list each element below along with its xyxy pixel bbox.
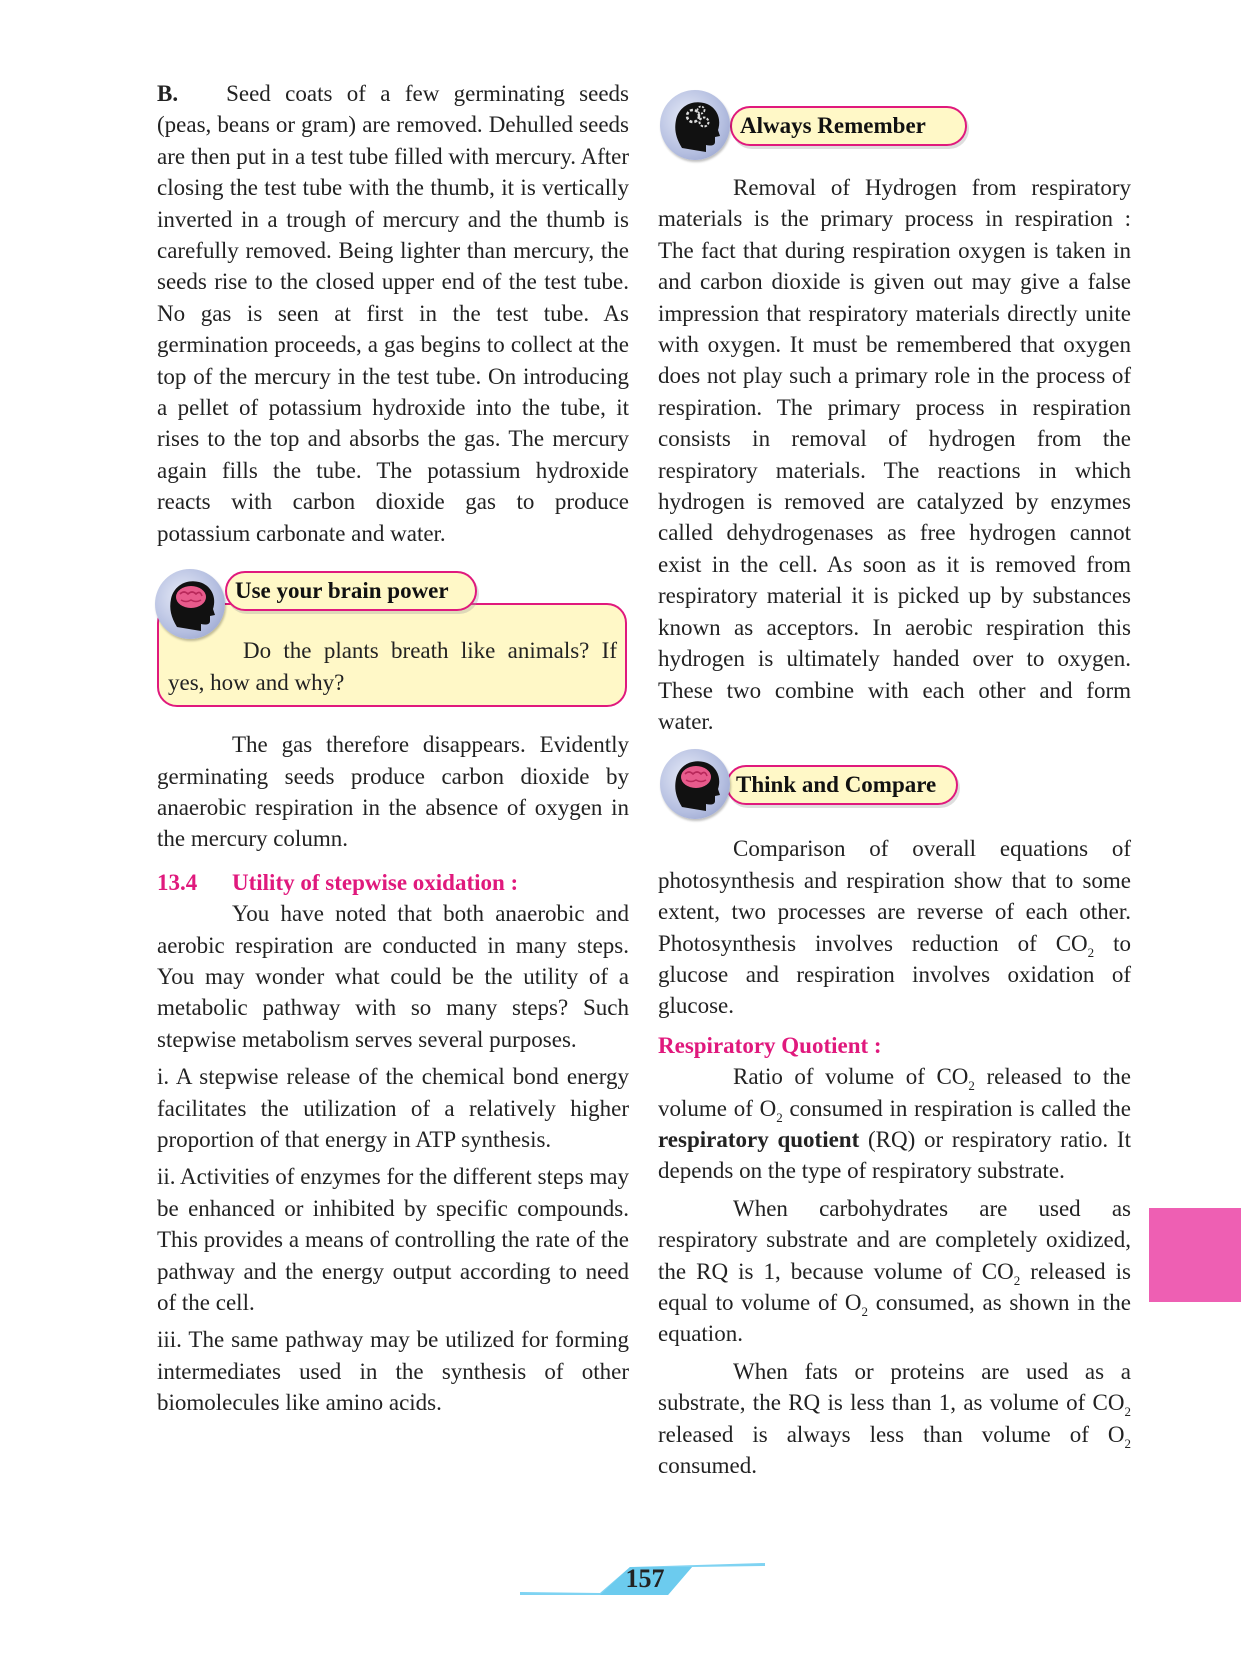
brain-head-icon <box>155 569 225 639</box>
chapter-tab <box>1149 1208 1241 1302</box>
brain-power-title: Use your brain power <box>225 571 477 611</box>
section-number: 13.4 <box>157 869 198 895</box>
brain-power-box <box>157 571 629 729</box>
page-number: 157 <box>625 1564 665 1593</box>
always-remember-title: Always Remember <box>730 106 967 146</box>
carb-text-c: consumed, as shown in the equation. <box>658 1290 1131 1347</box>
think-compare-header <box>658 747 1131 829</box>
always-remember-header <box>658 78 1131 158</box>
brain-power-question: Do the plants breath like animals? If yes, how and why? <box>168 638 617 695</box>
rq-text-a: Ratio of volume of CO <box>733 1064 969 1090</box>
rq-text-c: consumed in respiration is called the <box>782 1095 1131 1121</box>
section-intro: You have noted that both anaerobic and aerobic respiration are conducted in many steps. You may wonder what could be the utility of a metabolic pathway with so many steps? Such stepwise metabolism serves several purposes. <box>157 901 629 1052</box>
left-column <box>157 78 629 1419</box>
rq-term: respiratory quotient <box>658 1126 860 1152</box>
think-compare-text <box>658 833 1131 1021</box>
point-3: iii. The same pathway may be utilized for forming intermediates used in the synthesis of other biomolecules like amino acids. <box>157 1327 629 1416</box>
gears-head-icon <box>660 90 730 160</box>
paragraph-b <box>157 78 629 549</box>
paragraph-b-text: Seed coats of a few germinating seeds (peas, beans or gram) are removed. Dehulled seeds are then put in a test tube filled with mercury. After closing the test tube with the thumb, it is vertically inverted in a trough of mercury and the thumb is carefully removed. Being lighter than mercury, the seeds rise to the closed upper end of the test tube. No gas is seen at first in the test tube. As germination proceeds, a gas begins to collect at the top of the mercury in the test tube. On introducing a pellet of potassium hydroxide into the tube, it rises to the top and absorbs the gas. The mercury again fills the tube. The potassium hydroxide reacts with carbon dioxide gas to produce potassium carbonate and water. <box>157 81 629 546</box>
rq-text-b: released to the volume of O <box>658 1064 1131 1121</box>
brain-power-panel <box>157 603 627 707</box>
subscript: 2 <box>968 1078 975 1094</box>
fat-text-c: consumed. <box>658 1453 758 1479</box>
point-2: ii. Activities of enzymes for the different steps may be enhanced or inhibited by specific compounds. This provides a means of controlling the rate of the pathway and the energy output according to need of the cell. <box>157 1164 629 1315</box>
section-title: Utility of stepwise oxidation : <box>232 869 519 895</box>
brain-head-icon <box>660 749 730 819</box>
think-compare-title: Think and Compare <box>726 765 958 805</box>
subscript: 2 <box>1013 1272 1021 1288</box>
always-remember-text: Removal of Hydrogen from respiratory materials is the primary process in respiration : The fact that during respiration oxygen is taken in and carbon dioxide is given out may give a false impression that respiratory materials directly unite with oxygen. It must be remembered that oxygen does not play such a primary role in the process of respiration. The primary process in respiration consists in removal of hydrogen from the respiratory materials. The reactions in which hydrogen is removed are catalyzed by enzymes called dehydrogenases as free hydrogen cannot exist in the cell. As soon as it is removed from respiratory material it is picked up by substances known as acceptors. In aerobic respiration this hydrogen is ultimately handed over to oxygen. These two combine with each other and form water. <box>658 175 1131 734</box>
subscript: 2 <box>1124 1435 1131 1451</box>
paragraph-label: B. <box>157 81 179 106</box>
subscript: 2 <box>1087 944 1095 960</box>
fat-text-a: When fats or proteins are used as a substrate, the RQ is less than 1, as volume of CO <box>658 1358 1131 1416</box>
point-1: i. A stepwise release of the chemical bond energy facilitates the utilization of a relatively higher proportion of that energy in ATP synthesis. <box>157 1064 629 1152</box>
fat-text-b: released is always less than volume of O <box>658 1421 1125 1447</box>
carb-text-a: When carbohydrates are used as respiratory substrate and are completely oxidized, the RQ is 1, because volume of CO <box>658 1195 1131 1284</box>
carb-text-b: released is equal to volume of O <box>658 1258 1131 1315</box>
carb-paragraph <box>658 1193 1131 1350</box>
section-heading <box>157 867 629 898</box>
rq-text-d: (RQ) or respiratory ratio. It depends on the type of respiratory substrate. <box>658 1126 1131 1184</box>
subscript: 2 <box>776 1109 783 1125</box>
think-compare-text-a: Comparison of overall equations of photosynthesis and respiration show that to some extent, two processes are reverse of each other. Photosynthesis involves reduction of CO <box>658 836 1131 956</box>
rq-paragraph <box>658 1061 1131 1187</box>
subscript: 2 <box>861 1304 868 1319</box>
right-column <box>658 78 1131 1481</box>
gas-paragraph: The gas therefore disappears. Evidently germinating seeds produce carbon dioxide by anaerobic respiration in the absence of oxygen in the mercury column. <box>157 732 629 852</box>
think-compare-text-b: to glucose and respiration involves oxidation of glucose. <box>658 930 1131 1019</box>
rq-heading: Respiratory Quotient : <box>658 1032 882 1058</box>
fat-paragraph <box>658 1356 1131 1482</box>
subscript: 2 <box>1124 1404 1131 1420</box>
